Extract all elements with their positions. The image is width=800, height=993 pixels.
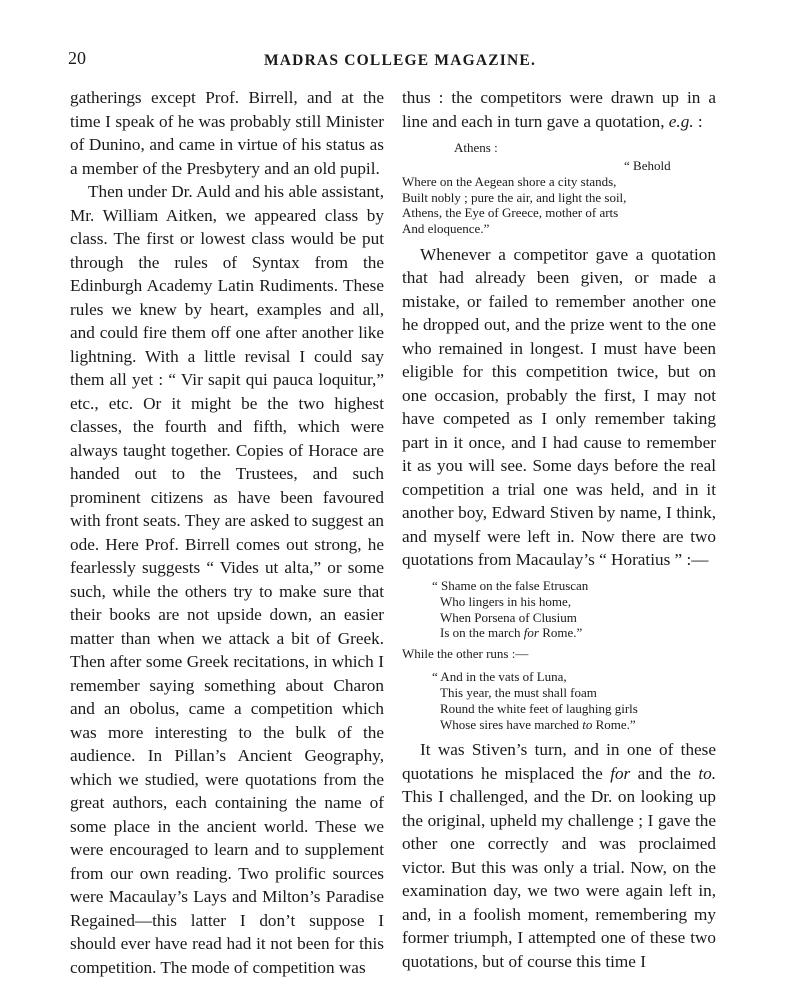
emphasis: to. bbox=[698, 763, 716, 783]
quote-line bbox=[432, 625, 716, 641]
quote-horatius-1 bbox=[432, 578, 716, 641]
quote-line: Built nobly ; pure the air, and light the soil, bbox=[402, 189, 627, 205]
emphasis: e.g. bbox=[668, 111, 694, 131]
quote-line: “ And in the vats of Luna, bbox=[432, 669, 567, 685]
quote-line: When Porsena of Clusium bbox=[440, 609, 577, 625]
left-column bbox=[70, 86, 384, 979]
right-column bbox=[402, 86, 716, 973]
paragraph bbox=[402, 86, 716, 133]
emphasis: for bbox=[523, 625, 539, 641]
emphasis: for bbox=[610, 763, 631, 783]
text-run: Rome.” bbox=[538, 625, 583, 641]
text-run: thus : the competitors were drawn up in a line and each in turn gave a quotation, bbox=[402, 88, 716, 131]
page-number: 20 bbox=[68, 48, 86, 68]
running-head: MADRAS COLLEGE MAGAZINE. bbox=[263, 52, 537, 69]
quote-line: “ Behold bbox=[624, 158, 671, 173]
quote-line: Athens, the Eye of Greece, mother of arts bbox=[402, 205, 619, 221]
paragraph: Whenever a competitor gave a quotation that had already been given, or made a mistake, or failed to remember another one he dropped out, and the prize went to the one who remained in longest. I must have been eligible for this competition twice, but on one occasion, probably the first, I may not have competed as I only remember taking part in it once, and I had cause to remember it as you will see. Some days before the real competition a trial one was held, and in it another boy, Edward Stiven by name, I think, and myself were left in. Now there are two quotations from Macaulay’s “ Horatius ” :— bbox=[402, 244, 716, 570]
text-run: This I challenged, and the Dr. on looking up the original, upheld my challenge ; I gave the other one correctly and was proclaimed victor. But this was only a trial. Now, on the examination day, we two were again left in, and, in a foolish moment, remembering my former triumph, I attempted one of these two quotations, but of course this time I bbox=[402, 787, 716, 971]
quote-line: “ Shame on the false Etruscan bbox=[432, 577, 589, 593]
text-run: : bbox=[693, 111, 703, 131]
emphasis: to bbox=[582, 716, 593, 732]
text-run: Whose sires have marched bbox=[440, 716, 583, 732]
quote-label: Athens : bbox=[454, 140, 498, 155]
paragraph: Then under Dr. Auld and his able assistant, Mr. William Aitken, we appeared class by class. The first or lowest class would be put through the rules of Syntax from the Edinburgh Academy Latin Rudiments. These rules we knew by heart, examples and all, and could fire them off one after another like lightning. With a little revisal I could say them all yet : “ Vir sapit qui pauca loquitur,” etc., etc. Or it might be the two highest classes, the fourth and fifth, which were always taught together. Copies of Horace are handed out to the Trustees, and such prominent citizens as have been favoured with front seats. They are asked to suggest an ode. Here Prof. Birrell comes out strong, he fearlessly suggests “ Vides ut alta,” or some such, while the others try to make sure that their books are not upside down, an easier matter than when we attack a bit of Greek. Then after some Greek recitations, in which I remember saying something about Charon and an obolus, came a competition which was more interesting to the bulk of the audience. In Pillan’s Ancient Geography, which we studied, were quotations from the great authors, each containing the name of some place in the ancient world. These we were encouraged to learn and to supplement from our own reading. Two prolific sources were Macaulay’s Lays and Milton’s Paradise Regained—this latter I don’t suppose I should ever have read had it not been for this competition. The mode of competition was bbox=[70, 182, 384, 977]
quote-label: While the other runs :— bbox=[402, 646, 529, 662]
text-run: and the bbox=[630, 763, 699, 783]
quote-horatius-2 bbox=[432, 669, 716, 732]
text-run: Is on the march bbox=[440, 625, 524, 641]
quote-line: And eloquence.” bbox=[402, 221, 490, 237]
quote-line: Where on the Aegean shore a city stands, bbox=[402, 173, 617, 189]
paragraph: gatherings except Prof. Birrell, and at the time I speak of he was probably still Minister of Dunino, and came in virtue of his status as a member of the Presbytery and an old pupil. bbox=[70, 88, 384, 178]
paragraph bbox=[402, 738, 716, 973]
quote-line: Round the white feet of laughing girls bbox=[440, 700, 638, 716]
quote-athens bbox=[402, 158, 716, 237]
text-run: Rome.” bbox=[592, 716, 636, 732]
quote-line: Who lingers in his home, bbox=[440, 593, 572, 609]
quote-line: This year, the must shall foam bbox=[440, 684, 597, 700]
quote-line bbox=[432, 717, 716, 733]
text-run: It was Stiven’s turn, and in one of these quotations he misplaced the bbox=[402, 740, 716, 783]
